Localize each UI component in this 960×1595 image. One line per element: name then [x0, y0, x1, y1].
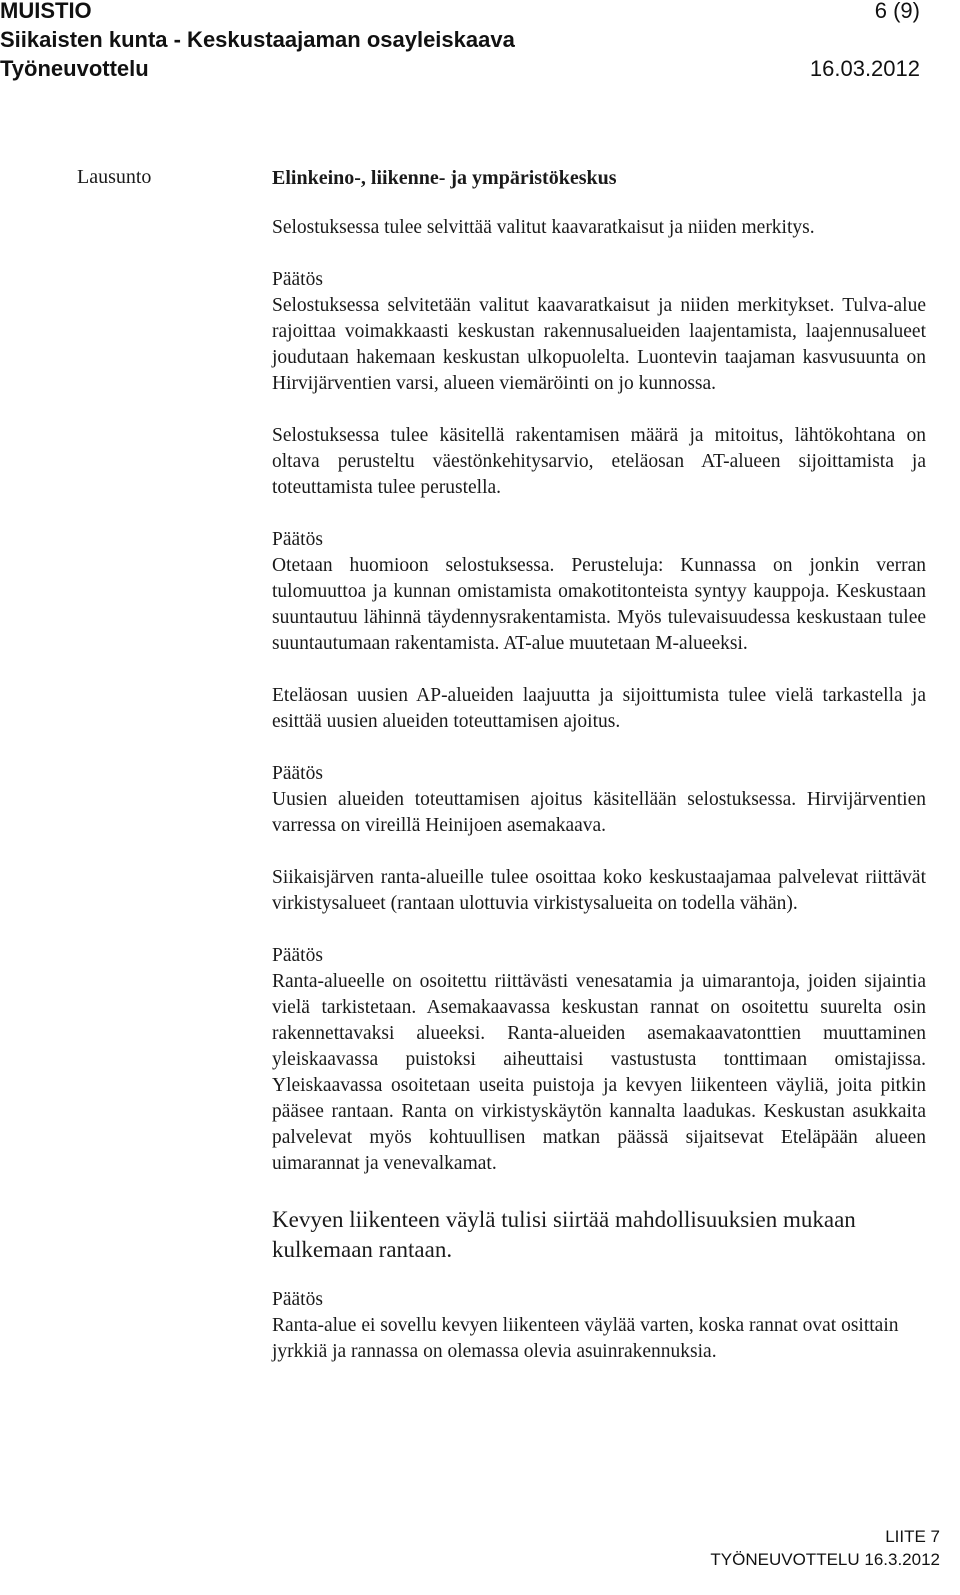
decision-paragraph: Otetaan huomioon selostuksessa. Perusteluja: Kunnassa on jonkin verran tulomuuttoa ja kunnan omistamista omakotitonteista syntyy kauppoja. Keskustaan suuntautuu lähinnä täydennysrakentamista. Myös tulevaisuudessa keskustaan tulee suuntautumaan rakentamista. AT-alue muutetaan M-alueeksi.	[272, 555, 926, 654]
meeting-title: Työneuvottelu	[0, 56, 149, 81]
statement-paragraph: Kevyen liikenteen väylä tulisi siirtää mahdollisuuksien mukaan kulkemaan rantaan.	[272, 1207, 856, 1262]
decision-paragraph: Ranta-alue ei sovellu kevyen liikenteen väylää varten, koska rannat ovat osittain jyrkkiä ja rannassa on olemassa olevia asuinrakennuksia.	[272, 1315, 899, 1362]
decision-label: Päätös	[272, 269, 323, 290]
statement-paragraph: Selostuksessa tulee käsitellä rakentamisen määrä ja mitoitus, lähtökohtana on oltava perusteltu väestönkehitysarvio, eteläosan AT-alueen sijoittamista ja toteuttamista tulee perustella.	[272, 425, 926, 498]
doc-type-title: MUISTIO	[0, 0, 92, 23]
statement-paragraph: Siikaisjärven ranta-alueille tulee osoittaa koko keskustaajamaa palvelevat riittävät virkistysalueet (rantaan ulottuvia virkistysalueita on todella vähän).	[272, 867, 926, 914]
footer-reference: TYÖNEUVOTTELU 16.3.2012	[710, 1550, 940, 1569]
statement-paragraph: Selostuksessa tulee selvittää valitut kaavaratkaisut ja niiden merkitys.	[272, 217, 815, 238]
project-title: Siikaisten kunta - Keskustaajaman osayleiskaava	[0, 27, 515, 52]
statement-paragraph: Eteläosan uusien AP-alueiden laajuutta ja sijoittumista tulee vielä tarkastella ja esittää uusien alueiden toteuttamisen ajoitus.	[272, 685, 926, 732]
section-heading: Elinkeino-, liikenne- ja ympäristökeskus	[272, 167, 617, 189]
meeting-date: 16.03.2012	[809, 56, 920, 81]
decision-paragraph: Selostuksessa selvitetään valitut kaavaratkaisut ja niiden merkitykset. Tulva-alue rajoittaa voimakkaasti keskustan rakennusalueiden laajentamista, laajennusalueet joudutaan hakemaan keskustan ulkopuolelta. Luontevin taajaman kasvusuunta on Hirvijärventien varsi, alueen viemäröinti on jo kunnossa.	[272, 295, 926, 394]
appendix-label: LIITE 7	[885, 1527, 940, 1546]
main-content	[272, 165, 926, 1365]
decision-paragraph: Ranta-alueelle on osoitettu riittävästi venesatamia ja uimarantoja, joiden sijaintia vielä tarkistetaan. Asemakaavassa keskustan rannat on osoitettu suurelta osin rakennettavaksi alueeksi. Ranta-alueiden asemakaavatonttien muuttaminen yleiskaavassa puistoksi aiheuttaisi vastustusta tonttimaan omistajissa. Yleiskaavassa osoitetaan useita puistoja ja kevyen liikenteen väyliä, joita pitkin pääsee rantaan. Ranta on virkistyskäytön kannalta laadukas. Keskustan asukkaita palvelevat myös kohtuullisen matkan päässä sijaitsevat Eteläpään alueen uimarannat ja venevalkamat.	[272, 971, 926, 1174]
decision-paragraph: Uusien alueiden toteuttamisen ajoitus käsitellään selostuksessa. Hirvijärventien varressa on vireillä Heinijoen asemakaava.	[272, 789, 926, 836]
decision-label: Päätös	[272, 529, 323, 550]
decision-label: Päätös	[272, 945, 323, 966]
decision-label: Päätös	[272, 763, 323, 784]
section-label: Lausunto	[77, 166, 152, 188]
page-number: 6 (9)	[874, 0, 920, 23]
decision-label: Päätös	[272, 1289, 323, 1310]
